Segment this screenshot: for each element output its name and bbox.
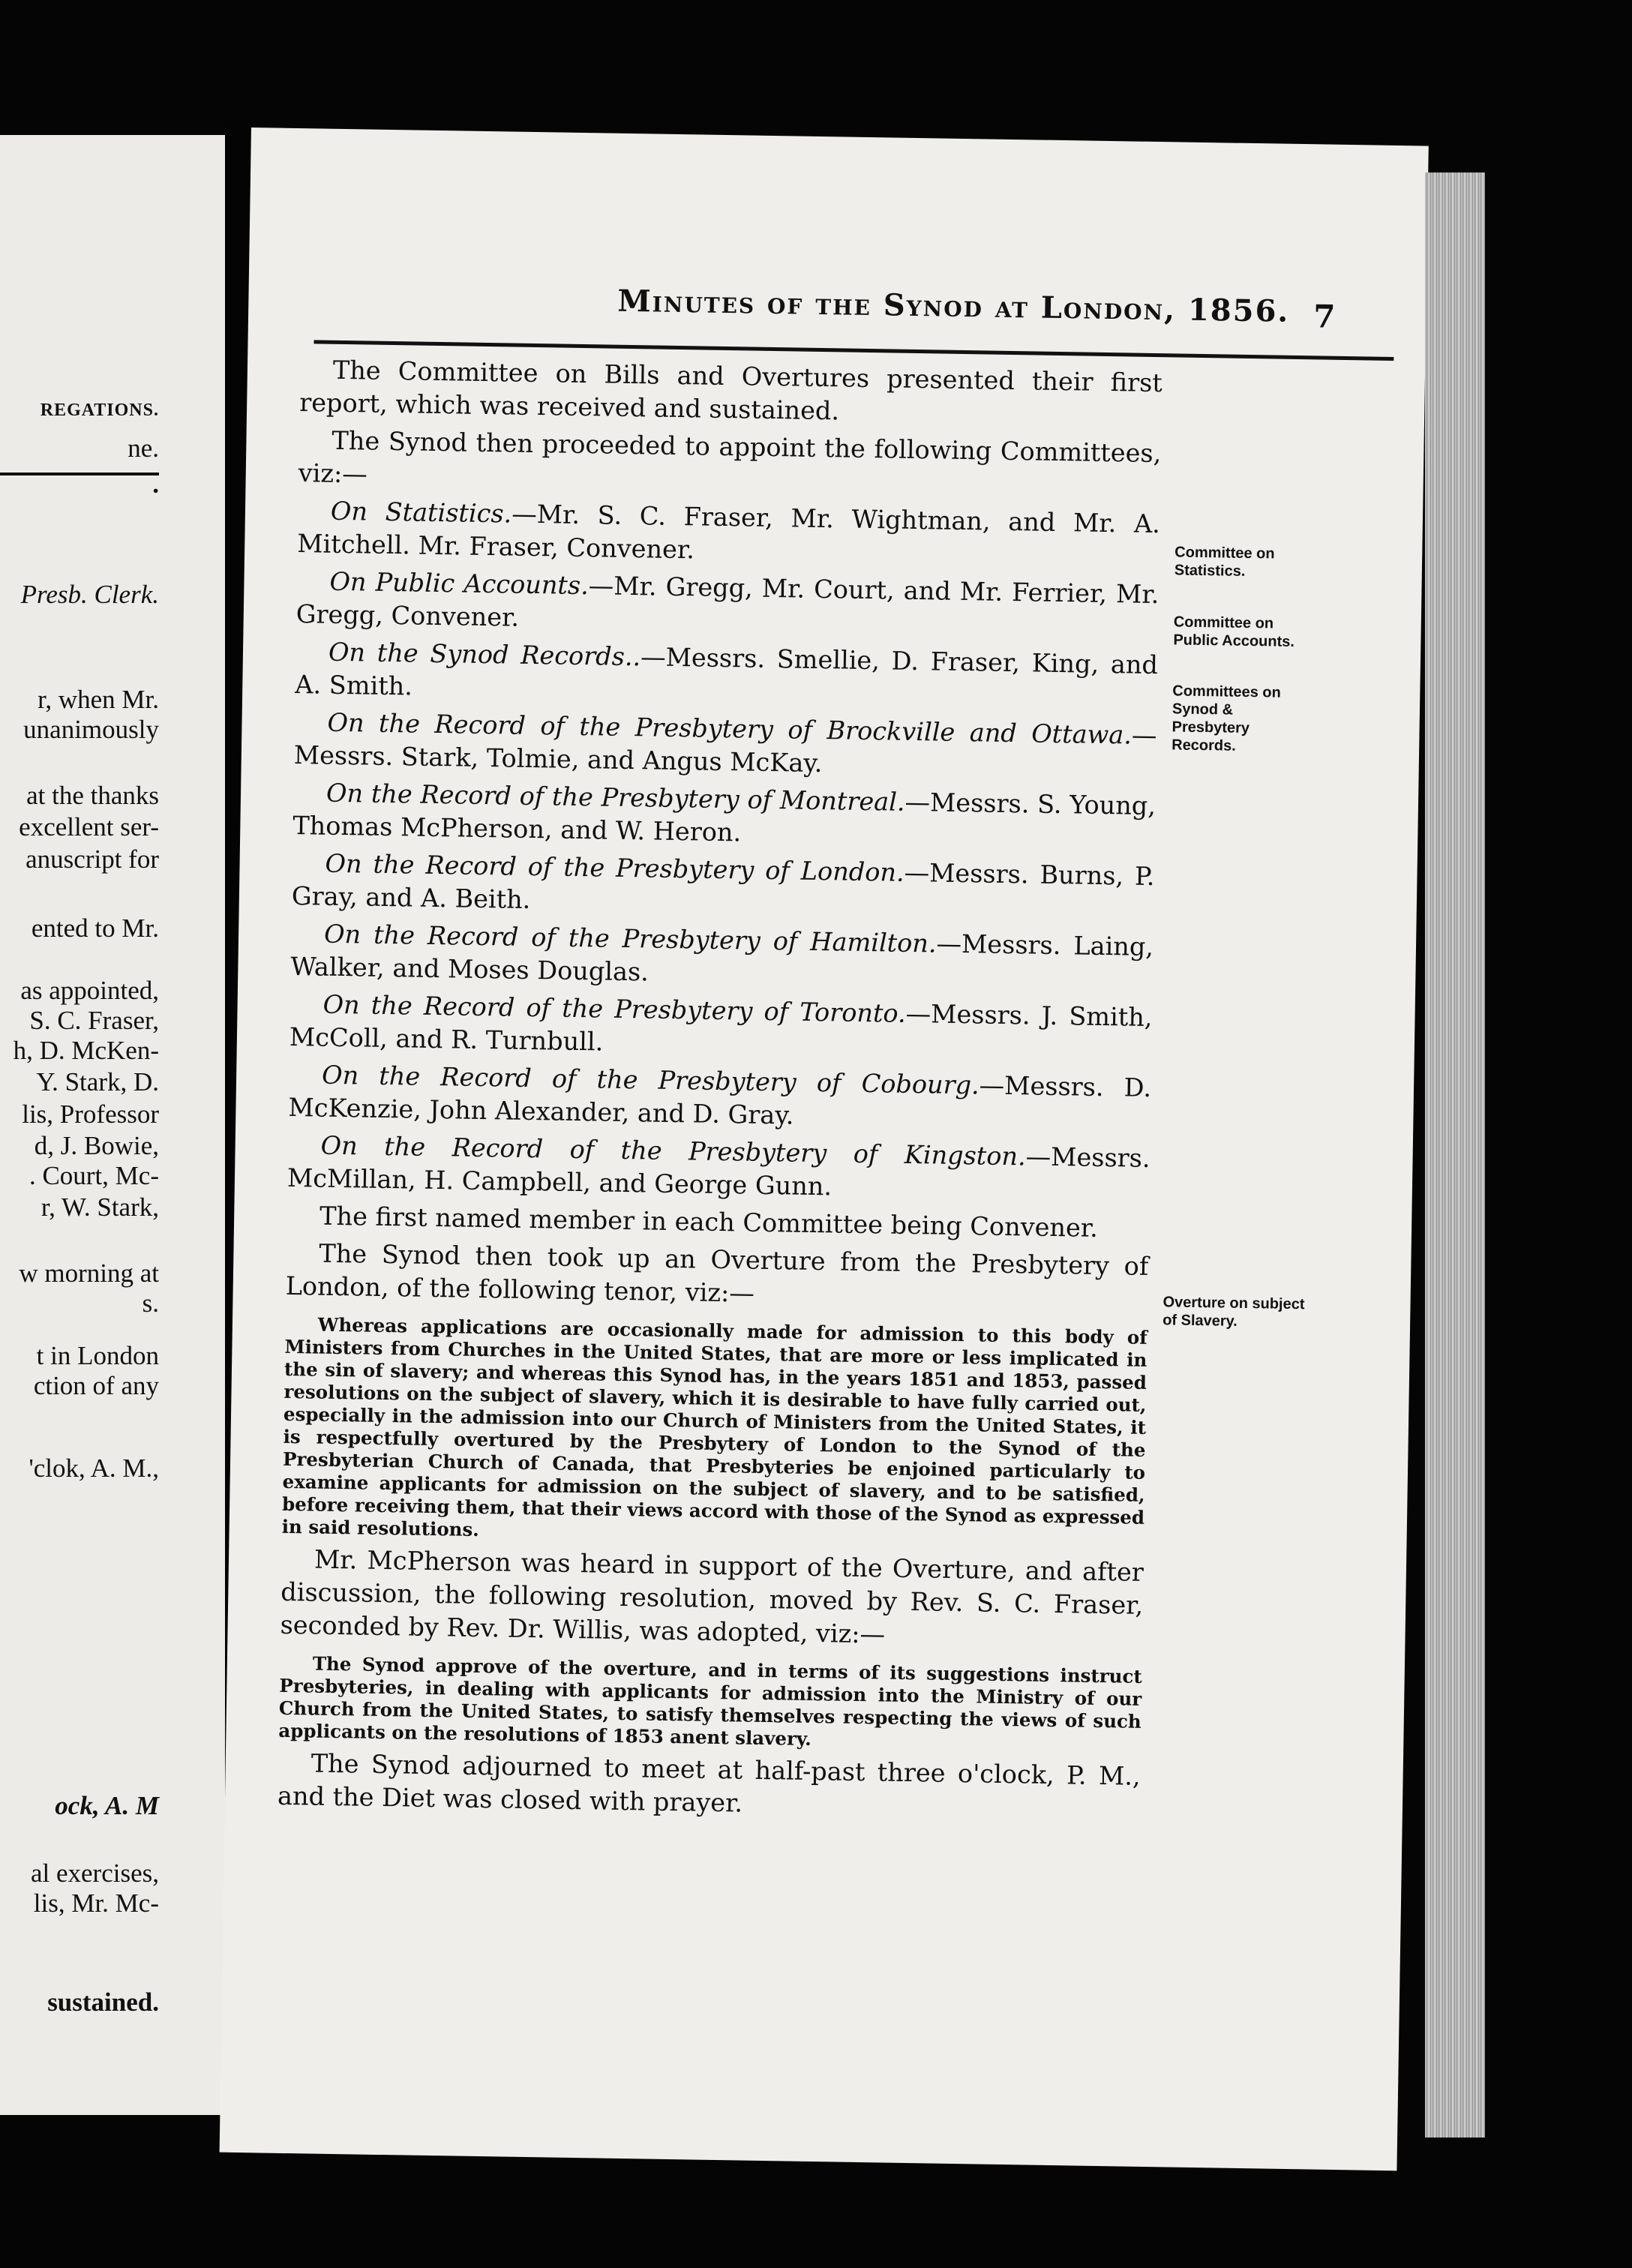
paragraph-text: Whereas applications are occasionally made for admission to this body of Ministers from Churches in the United States, that are more or less implicated in the sin of slavery; and whereas this Synod has, in the years 1851 and 1853, passed resolutions on the subject of slavery, which it is desirable to have fully carried out, especially in the admission into our Church of Ministers from the United States, it is respectfully overtured by the Presbytery of London to the Synod of the Presbyterian Church of Canada, that Presbyteries be enjoined particularly to examine applicants for admission on the subject of slavery, and to be satisfied, before receiving them, that their views accord with those of the Synod as expressed in said resolutions. <box>281 1313 1148 1541</box>
paragraph <box>297 494 1160 574</box>
left-page-fragment: w morning at <box>19 1258 159 1288</box>
paragraph-text: The Synod then took up an Overture from the Presbytery of London, of the following tenor, viz:— <box>285 1238 1149 1308</box>
left-page-fragment: sustained. <box>47 1988 159 2017</box>
committee-heading: On the Record of the Presbytery of Hamilton. <box>323 919 937 958</box>
margin-note: Committee on Public Accounts. <box>1173 614 1295 650</box>
left-page-fragment: . <box>152 470 159 499</box>
paragraph-text: The Synod approve of the overture, and in terms of its suggestions instruct Presbyteries, in dealing with applicants for admission into the Ministry of our Church from the United States, to satisfy themselves respecting the views of such applicants on the resolutions of 1853 anent slavery. <box>278 1652 1142 1750</box>
paragraph <box>292 847 1155 926</box>
left-page-fragment: t in London <box>36 1341 159 1370</box>
paragraph <box>296 565 1159 644</box>
committee-heading: On Public Accounts. <box>329 566 590 601</box>
page-header: Minutes of the Synod at London, 1856. <box>617 283 1290 329</box>
left-page-fragment: ne. <box>128 434 159 463</box>
left-page-fragment: anuscript for <box>26 844 159 874</box>
left-page-fragment: 'clok, A. M., <box>28 1454 159 1483</box>
left-page-fragment: as appointed, <box>20 976 159 1005</box>
right-page <box>220 128 1429 2170</box>
committee-heading: On the Record of the Presbytery of Toronto. <box>322 989 907 1028</box>
page-number: 7 <box>1312 298 1336 335</box>
left-page-fragment: at the thanks <box>26 781 159 810</box>
paragraph-text: —Messrs. D. McKenzie, John Alexander, and D. Gray. <box>288 1070 1152 1130</box>
paragraph <box>287 1129 1150 1208</box>
committee-heading: On the Synod Records.. <box>328 637 641 672</box>
paragraph-text: —Messrs. S. Young, Thomas McPherson, and W. Heron. <box>292 787 1156 848</box>
page-body <box>278 353 1162 1826</box>
committee-heading: On the Record of the Presbytery of Montreal. <box>326 778 905 817</box>
committee-heading: On the Record of the Presbytery of Brockville and Ottawa. <box>327 707 1132 750</box>
paragraph-text: —Messrs. Laing, Walker, and Moses Douglas. <box>290 928 1154 987</box>
left-page-fragment: unanimously <box>23 715 159 744</box>
paragraph <box>294 706 1157 785</box>
committee-heading: On the Record of the Presbytery of Cobourg. <box>321 1060 980 1100</box>
page-edges <box>1425 172 1485 2138</box>
paragraph-text: The Synod adjourned to meet at half-past three o'clock, P. M., and the Diet was closed with prayer. <box>277 1748 1141 1818</box>
quoted-paragraph <box>278 1652 1142 1756</box>
left-page-fragment: ock, A. M <box>55 1791 159 1820</box>
left-page-fragment: s. <box>142 1288 159 1318</box>
left-page-fragment: ented to Mr. <box>31 914 159 943</box>
left-page-fragment: S. C. Fraser, <box>29 1006 159 1035</box>
paragraph <box>292 776 1156 856</box>
paragraph-text: —Messrs. McMillan, H. Campbell, and George Gunn. <box>286 1142 1150 1202</box>
margin-note: Committee on Statistics. <box>1174 544 1275 580</box>
paragraph <box>290 988 1153 1067</box>
left-page-fragment: excellent ser- <box>19 812 159 842</box>
left-page-fragment: . Court, Mc- <box>28 1161 159 1190</box>
paragraph <box>295 635 1158 715</box>
paragraph-text: The first named member in each Committee being Convener. <box>319 1201 1099 1243</box>
left-page-fragment: al exercises, <box>30 1858 159 1888</box>
paragraph <box>290 917 1154 997</box>
left-page-fragment: Presb. Clerk. <box>20 580 159 609</box>
left-page-fragment: REGATIONS. <box>40 400 159 420</box>
left-page-fragment: ction of any <box>33 1371 159 1400</box>
committee-heading: On Statistics. <box>330 496 512 529</box>
paragraph-text: The Committee on Bills and Overtures presented their first report, which was received and sustained. <box>298 355 1163 426</box>
left-page-fragment: lis, Mr. Mc- <box>33 1888 159 1918</box>
margin-note: Overture on subject of Slavery. <box>1162 1294 1305 1330</box>
paragraph-text: —Messrs. Stark, Tolmie, and Angus McKay. <box>293 720 1157 778</box>
paragraph <box>280 1543 1144 1655</box>
paragraph <box>288 1058 1151 1138</box>
committee-heading: On the Record of the Presbytery of London. <box>325 848 904 887</box>
left-page-fragment: r, W. Stark, <box>40 1192 159 1222</box>
left-page-fragment: h, D. McKen- <box>13 1036 159 1065</box>
paragraph <box>285 1237 1148 1316</box>
left-page-fragment: lis, Professor <box>22 1100 159 1129</box>
paragraph-text: —Mr. S. C. Fraser, Mr. Wightman, and Mr. A. Mitchell. Mr. Fraser, Convener. <box>296 499 1161 565</box>
margin-note: Committees on Synod & Presbytery Records. <box>1172 682 1281 754</box>
left-page-fragment: d, J. Bowie, <box>34 1131 159 1160</box>
paragraph-text: —Messrs. Smellie, D. Fraser, King, and A. Smith. <box>295 642 1159 701</box>
left-page-fragment: Y. Stark, D. <box>36 1067 159 1096</box>
paragraph <box>298 424 1161 503</box>
paragraph-text: Mr. McPherson was heard in support of the Overture, and after discussion, the following resolution, moved by Rev. S. C. Fraser, seconded by Rev. Dr. Willis, was adopted, viz:— <box>280 1544 1144 1649</box>
paragraph <box>299 353 1162 433</box>
paragraph <box>278 1747 1141 1826</box>
paragraph-text: —Messrs. J. Smith, McColl, and R. Turnbull. <box>289 998 1153 1057</box>
paragraph-text: —Mr. Gregg, Mr. Court, and Mr. Ferrier, Mr. Gregg, Convener. <box>296 571 1160 632</box>
quoted-paragraph <box>281 1313 1148 1552</box>
left-page-fragment: r, when Mr. <box>38 685 159 714</box>
paragraph-text: —Messrs. Burns, P. Gray, and A. Beith. <box>291 857 1155 914</box>
committee-heading: On the Record of the Presbytery of Kingston. <box>320 1130 1027 1172</box>
paragraph-text: The Synod then proceeded to appoint the following Committees, viz:— <box>298 425 1162 489</box>
left-page <box>0 135 225 2115</box>
